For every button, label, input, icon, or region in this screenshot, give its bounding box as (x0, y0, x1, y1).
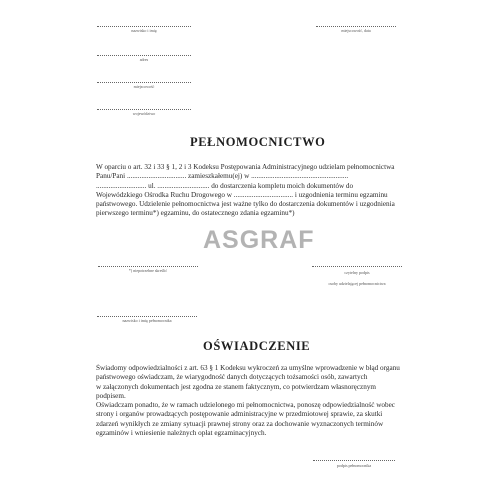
voivodeship-line[interactable] (97, 109, 191, 110)
place-date-caption: miejscowość, data (341, 28, 371, 33)
poa-line-1: W oparciu o art. 32 i 33 § 1, 2 i 3 Kodeksu Postępowania Administracyjnego udzielam pełnomocnictwa (96, 163, 395, 171)
attorney-signature-caption: podpis pełnomocnika (336, 463, 372, 468)
place-date-line[interactable] (316, 26, 396, 27)
decl-line-4: podpisem. (96, 391, 126, 400)
address-caption: adres (139, 57, 149, 62)
power-of-attorney-title: PEŁNOMOCNICTWO (190, 135, 326, 149)
attorney-name-line[interactable] (97, 316, 197, 317)
poa-line-6: pierwszego terminu*) egzaminu, do ostatecznego zdania egzaminu*) (96, 209, 295, 218)
power-of-attorney-body (96, 163, 406, 219)
asgraf-watermark: ASGRAF (203, 226, 315, 254)
attorney-name-caption: nazwisko i imię pełnomocnika (122, 318, 172, 323)
decl-line-5: Oświadczam ponadto, że w ramach udzielonego mi pełnomocnictwa, ponoszę odpowiedzialność wobec (96, 401, 395, 410)
attorney-signature-line[interactable] (313, 460, 395, 461)
grantor-signature-caption: czytelny podpis (344, 270, 370, 275)
city-line[interactable] (97, 82, 191, 83)
name-caption: nazwisko i imię (131, 28, 157, 33)
decl-line-3: w załączonych dokumentach jest zgodna ze stanem faktycznym, co potwierdzam własnoręcznym (96, 382, 377, 391)
declaration-title: OŚWIADCZENIE (203, 339, 311, 353)
poa-line-2: Panu/Pani ................................. zamieszkałemu(ej) w ...................................................... (96, 172, 349, 181)
poa-line-4: Wojewódzkiego Ośrodka Ruchu Drogowego w ................................. i uzgodnienia terminu egzaminu (96, 190, 388, 199)
poa-line-5: państwowego. Udzielenie pełnomocnictwa jest ważne tylko do dostarczenia dokumentów i uzgodnienia (96, 200, 395, 209)
decl-line-6: strony i organów prowadzących postępowanie administracyjne w przedmiotowej sprawie, za skutki (96, 410, 383, 419)
name-line[interactable] (97, 26, 191, 27)
grantor-signature-caption-2: osoby udzielającej pełnomocnictwa (328, 281, 386, 286)
grantor-signature-line[interactable] (312, 266, 402, 267)
declaration-body (96, 364, 406, 438)
footnote-line (98, 266, 198, 267)
decl-line-1: Świadomy odpowiedzialności z art. 63 § 1 Kodeksu wykroczeń za umyślne wprowadzenie w błąd organu (96, 364, 400, 372)
address-line[interactable] (97, 55, 191, 56)
poa-line-3: ............................ ul. ............................. do dostarczenia kompletu moich dokumentów do (96, 181, 354, 190)
decl-line-2: państwowego oświadczam, że wiarygodność danych dotyczących tożsamości osób, zawartych (96, 373, 368, 382)
footnote-caption: *) niepotrzebne skreślić (128, 268, 168, 273)
decl-line-7: zdarzeń wynikłych ze zmiany sytuacji prawnej strony oraz za dochowanie wyznaczonych terminów (96, 419, 384, 428)
decl-line-8: egzaminów i wniesienie należnych opłat egzaminacyjnych. (96, 429, 267, 438)
city-caption: miejscowość (133, 84, 155, 89)
voivodeship-caption: województwo (132, 111, 156, 116)
